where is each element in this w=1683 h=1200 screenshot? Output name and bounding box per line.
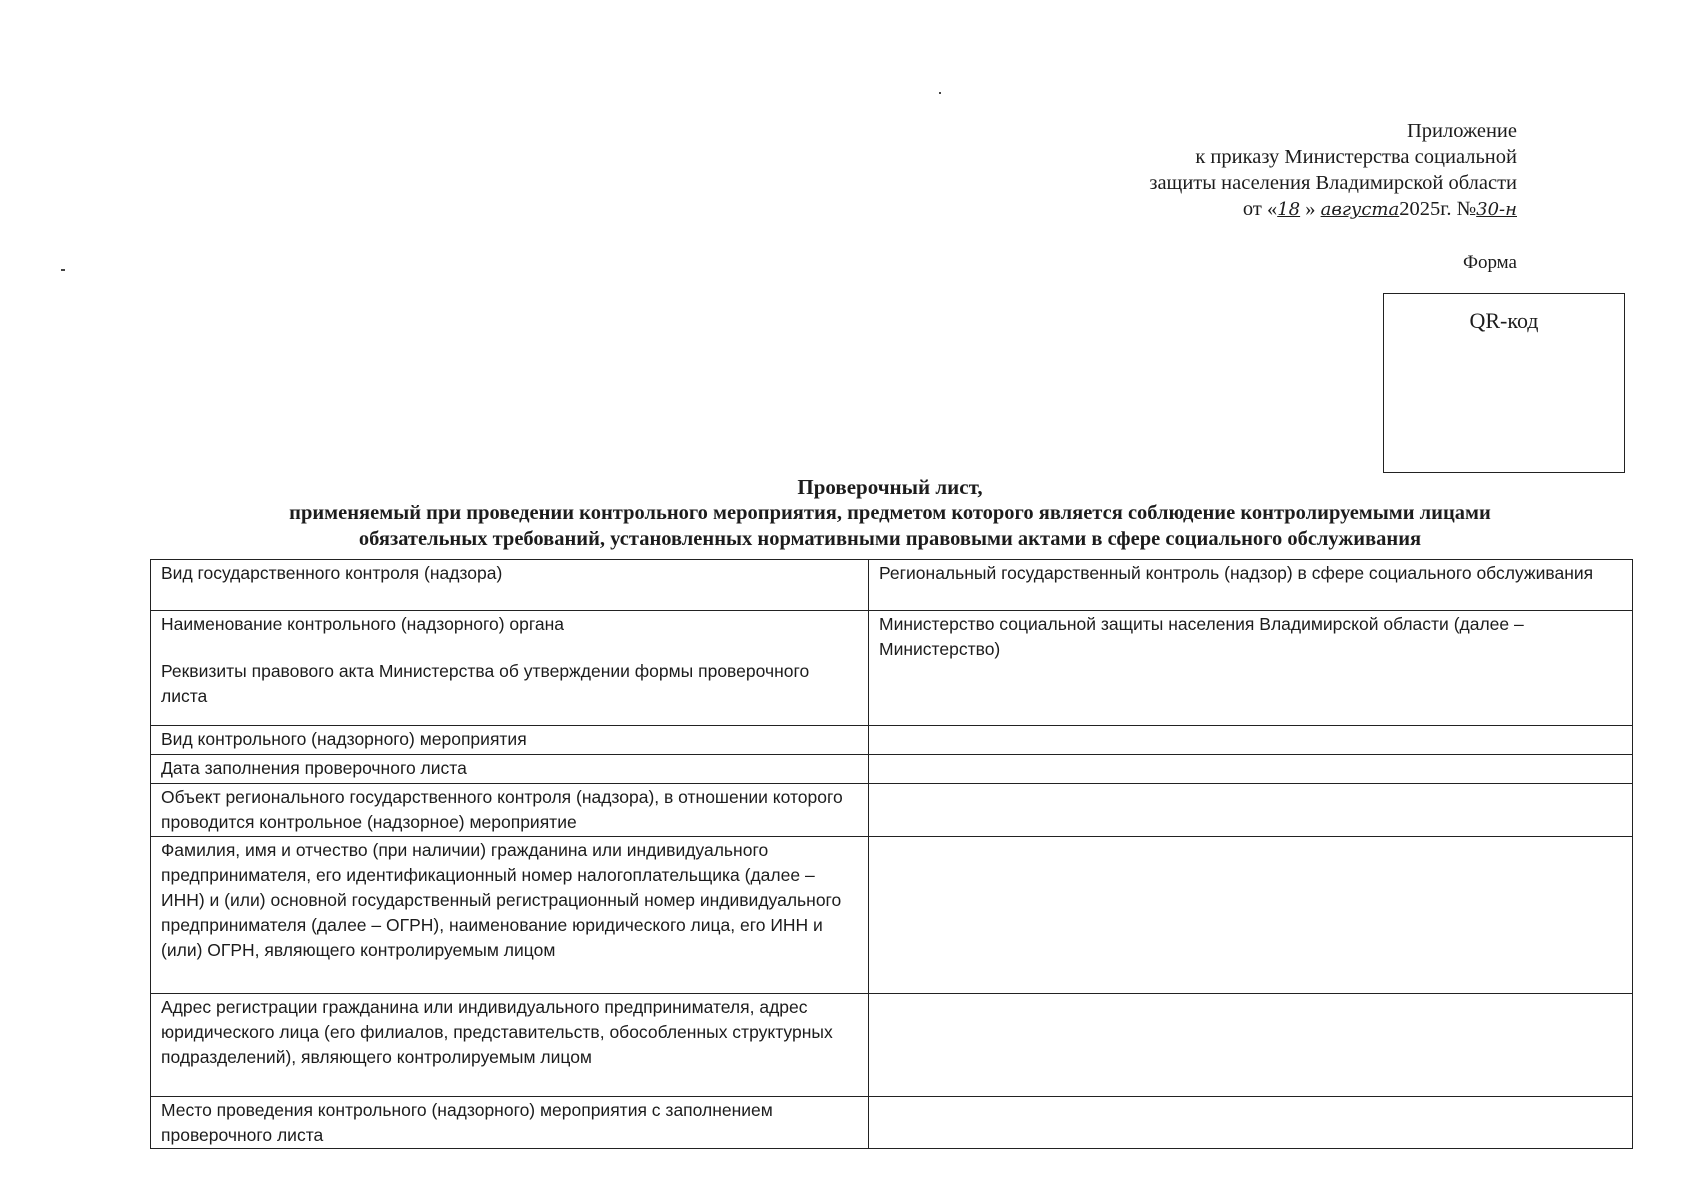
title-line: применяемый при проведении контрольного мероприятия, предметом которого является соблюдение контролируемыми лицами	[289, 502, 1491, 524]
table-row	[151, 726, 1633, 755]
scan-speck	[61, 269, 65, 271]
appendix-line: к приказу Министерства социальной	[1195, 146, 1517, 168]
form-label: Форма	[1462, 252, 1517, 273]
table-row	[151, 560, 1633, 611]
document-title	[150, 474, 1630, 552]
date-day: 18	[1277, 199, 1301, 220]
table-row	[151, 994, 1633, 1097]
table-cell-value: Министерство социальной защиты населения Владимирской области (далее – Министерство)	[869, 611, 1633, 726]
table-cell-label: Вид государственного контроля (надзора)	[151, 560, 869, 611]
title-line: обязательных требований, установленных нормативными правовыми актами в сфере социального обслуживания	[358, 528, 1422, 550]
table-cell-value: Региональный государственный контроль (надзор) в сфере социального обслуживания	[869, 560, 1633, 611]
table-cell-label: Вид контрольного (надзорного) мероприятия	[151, 726, 869, 755]
table-cell-label: Место проведения контрольного (надзорного) мероприятия с заполнением проверочного листа	[151, 1097, 869, 1149]
checklist-table	[150, 559, 1633, 1149]
date-year: 2025г. №	[1399, 198, 1477, 220]
date-month: августа	[1320, 199, 1400, 220]
qr-code-box	[1383, 293, 1625, 473]
table-cell-subtext: Реквизиты правового акта Министерства об утверждении формы проверочного листа	[161, 661, 810, 706]
table-cell-label: Фамилия, имя и отчество (при наличии) гражданина или индивидуального предпринимателя, его идентификационный номер налогоплательщика (далее – ИНН) и (или) основной государственный регистрационный номер индивидуального предпринимателя (далее – ОГРН), наименование юридического лица, его ИНН и (или) ОГРН, являющего контролируемым лицом	[151, 837, 869, 994]
order-number: 30-н	[1476, 199, 1517, 220]
table-row	[151, 1097, 1633, 1149]
table-cell-label: Объект регионального государственного контроля (надзора), в отношении которого проводится контрольное (надзорное) мероприятие	[151, 784, 869, 837]
table-cell-value	[869, 837, 1633, 994]
table-cell-value	[869, 994, 1633, 1097]
appendix-header	[1149, 118, 1517, 223]
table-cell-label	[151, 611, 869, 726]
appendix-line: Приложение	[1406, 120, 1517, 142]
table-cell-text: Наименование контрольного (надзорного) органа	[161, 614, 564, 634]
appendix-line: защиты населения Владимирской области	[1149, 172, 1517, 194]
table-cell-label: Адрес регистрации гражданина или индивидуального предпринимателя, адрес юридического лица (его филиалов, представительств, обособленных структурных подразделений), являющего контролируемым лицом	[151, 994, 869, 1097]
table-row	[151, 755, 1633, 784]
table-cell-value	[869, 726, 1633, 755]
date-mid: »	[1305, 198, 1316, 220]
scan-speck	[939, 92, 941, 94]
order-date-line	[1149, 196, 1517, 223]
table-row	[151, 784, 1633, 837]
table-cell-value	[869, 784, 1633, 837]
table-cell-value	[869, 755, 1633, 784]
table-cell-label: Дата заполнения проверочного листа	[151, 755, 869, 784]
date-prefix: от «	[1242, 198, 1278, 220]
table-cell-value	[869, 1097, 1633, 1149]
table-row	[151, 611, 1633, 726]
qr-code-label: QR-код	[1469, 308, 1539, 333]
table-row	[151, 837, 1633, 994]
title-line: Проверочный лист,	[797, 475, 983, 499]
